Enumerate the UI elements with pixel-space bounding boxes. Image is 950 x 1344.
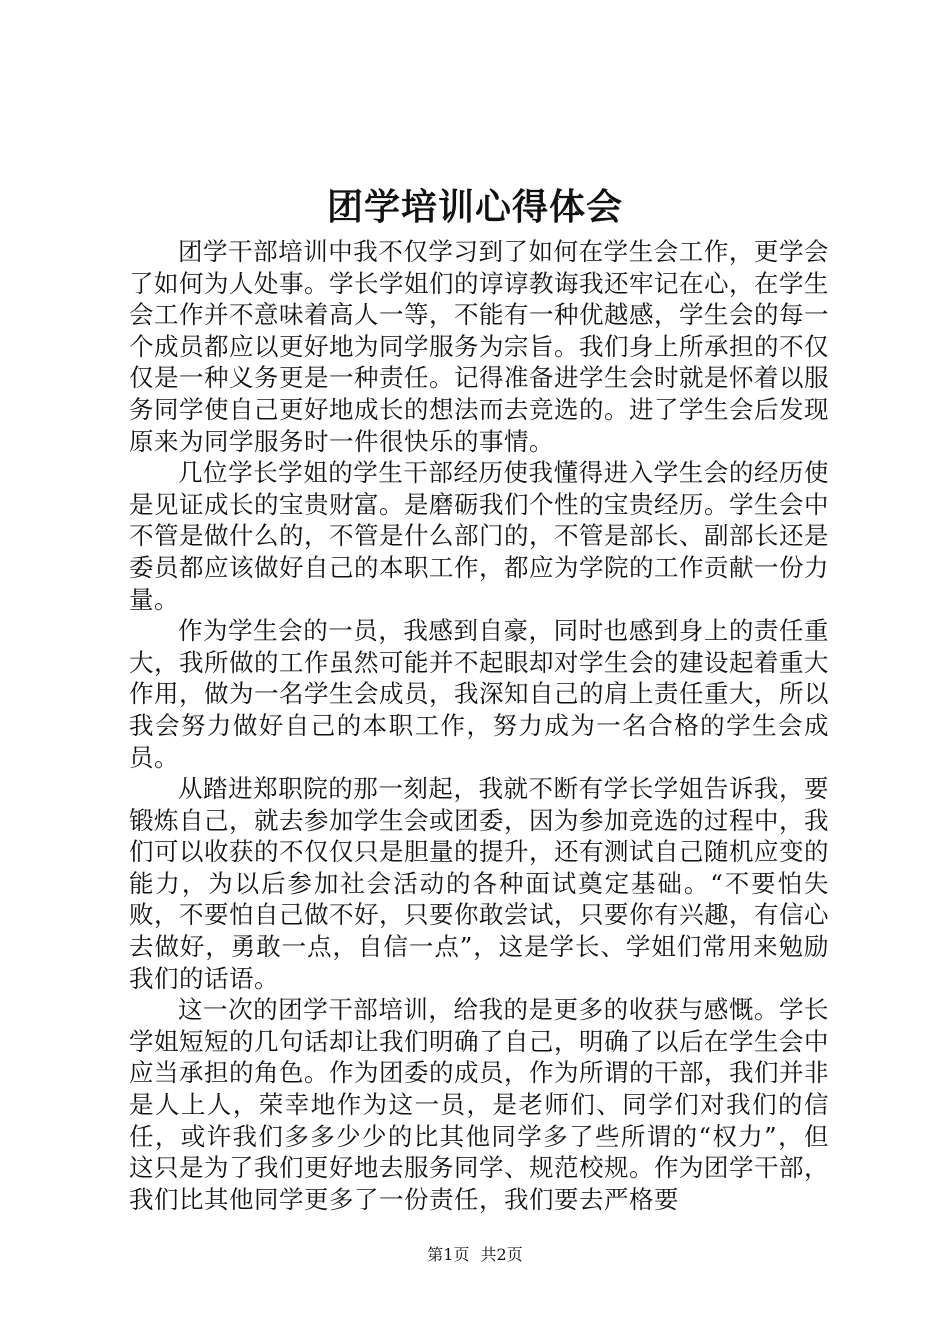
paragraph: 作为学生会的一员，我感到自豪，同时也感到身上的责任重大，我所做的工作虽然可能并不起眼却对学生会的建设起着重大作用，做为一名学生会成员，我深知自己的肩上责任重大，所以我会努力做好自己的本职工作，努力成为一名合格的学生会成员。 [129, 616, 829, 772]
paragraph: 团学干部培训中我不仅学习到了如何在学生会工作，更学会了如何为人处事。学长学姐们的谆谆教诲我还牢记在心，在学生会工作并不意味着高人一等，不能有一种优越感，学生会的每一个成员都应以更好地为同学服务为宗旨。我们身上所承担的不仅仅是一种义务更是一种责任。记得准备进学生会时就是怀着以服务同学使自己更好地成长的想法而去竞选的。进了学生会后发现原来为同学服务时一件很快乐的事情。 [129, 237, 829, 456]
document-body [129, 236, 829, 1215]
paragraph: 这一次的团学干部培训，给我的是更多的收获与感慨。学长学姐短短的几句话却让我们明确了自己，明确了以后在学生会中应当承担的角色。作为团委的成员，作为所谓的干部，我们并非是人上人，荣幸地作为这一员，是老师们、同学们对我们的信任，或许我们多多少少的比其他同学多了些所谓的“权力”，但这只是为了我们更好地去服务同学、规范校规。作为团学干部，我们比其他同学更多了一份责任，我们要去严格要 [129, 995, 829, 1214]
paragraph: 从踏进郑职院的那一刻起，我就不断有学长学姐告诉我，要锻炼自己，就去参加学生会或团委，因为参加竞选的过程中，我们可以收获的不仅仅只是胆量的提升，还有测试自己随机应变的能力，为以后参加社会活动的各种面试奠定基础。“不要怕失败，不要怕自己做不好，只要你敢尝试，只要你有兴趣，有信心去做好，勇敢一点，自信一点”，这是学长、学姐们常用来勉励我们的话语。 [129, 774, 829, 993]
page-footer [0, 1245, 950, 1265]
page-total: 共2页 [480, 1245, 523, 1264]
paragraph: 几位学长学姐的学生干部经历使我懂得进入学生会的经历使是见证成长的宝贵财富。是磨砺我们个性的宝贵经历。学生会中不管是做什么的，不管是什么部门的，不管是部长、副部长还是委员都应该做好自己的本职工作，都应为学院的工作贡献一份力量。 [129, 458, 829, 614]
page-number: 第1页 [427, 1245, 470, 1264]
page-title: 团学培训心得体会 [326, 186, 623, 228]
